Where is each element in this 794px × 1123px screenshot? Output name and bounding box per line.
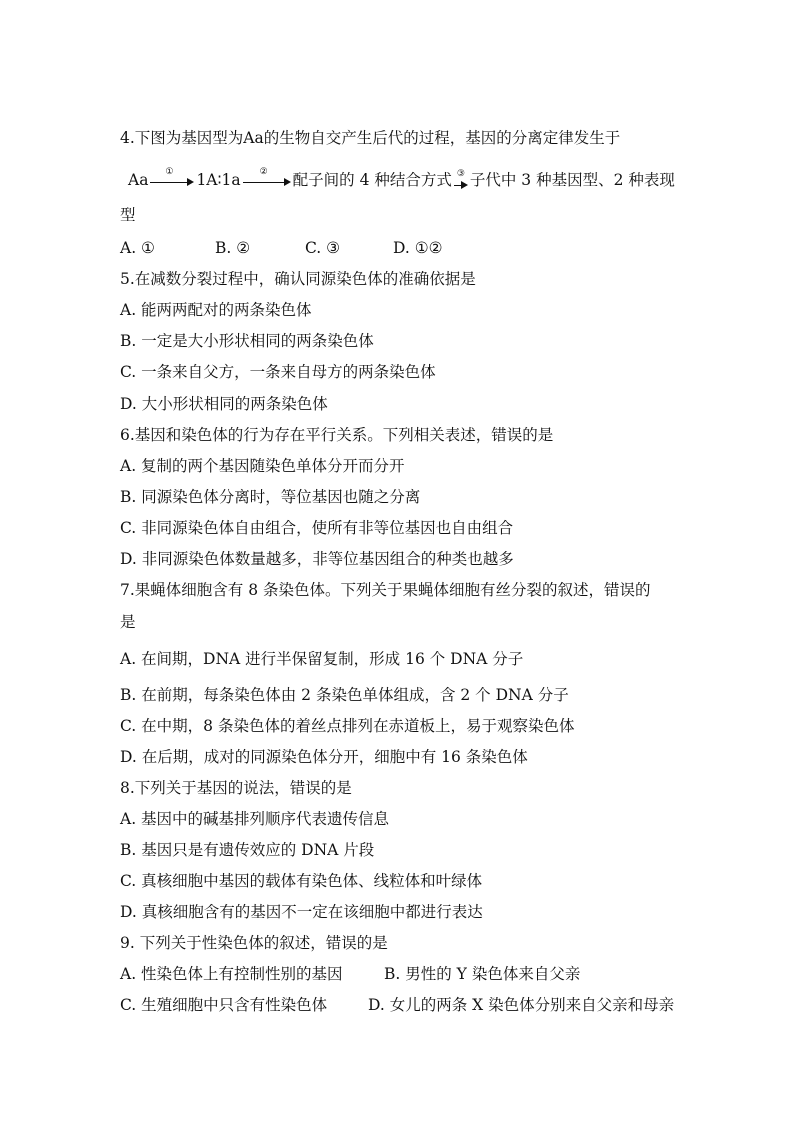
q8-option-b[interactable]: B. 基因只是有遗传效应的 DNA 片段 [120, 841, 375, 859]
q4-arrow-2 [243, 167, 291, 190]
q5-option-b[interactable]: B. 一定是大小形状相同的两条染色体 [120, 332, 374, 350]
q7-stem-continuation: 是 [120, 613, 136, 631]
q6-option-a[interactable]: A. 复制的两个基因随染色单体分开而分开 [120, 457, 405, 475]
q4-diagram-genotype: Aa [128, 171, 149, 189]
q8-stem: 8.下列关于基因的说法，错误的是 [120, 779, 352, 797]
q8-option-d[interactable]: D. 真核细胞含有的基因不一定在该细胞中都进行表达 [120, 903, 483, 921]
q4-diagram-combinations: 配子间的 4 种结合方式 [292, 171, 452, 189]
q8-option-a[interactable]: A. 基因中的碱基排列顺序代表遗传信息 [120, 810, 390, 828]
q4-diagram-gametes: 1A∶1a [196, 171, 241, 189]
q4-diagram-offspring: 子代中 3 种基因型、2 种表现 [469, 171, 675, 189]
q4-diagram-continuation: 型 [120, 206, 136, 224]
q7-option-c[interactable]: C. 在中期，8 条染色体的着丝点排列在赤道板上，易于观察染色体 [120, 717, 575, 735]
q7-option-b[interactable]: B. 在前期，每条染色体由 2 条染色单体组成，含 2 个 DNA 分子 [120, 686, 569, 704]
q9-stem: 9. 下列关于性染色体的叙述，错误的是 [120, 934, 388, 952]
q5-stem: 5.在减数分裂过程中，确认同源染色体的准确依据是 [120, 270, 476, 288]
q4-options [120, 238, 443, 258]
q8-option-c[interactable]: C. 真核细胞中基因的载体有染色体、线粒体和叶绿体 [120, 872, 483, 890]
q4-option-d[interactable]: D. ①② [393, 239, 443, 257]
q7-option-a[interactable]: A. 在间期，DNA 进行半保留复制，形成 16 个 DNA 分子 [120, 650, 524, 668]
q7-option-d[interactable]: D. 在后期，成对的同源染色体分开，细胞中有 16 条染色体 [120, 748, 528, 766]
q6-option-d[interactable]: D. 非同源染色体数量越多，非等位基因组合的种类也越多 [120, 550, 514, 568]
q4-arrow-1 [150, 167, 194, 190]
q5-option-c[interactable]: C. 一条来自父方，一条来自母方的两条染色体 [120, 363, 436, 381]
q9-option-d[interactable]: D. 女儿的两条 X 染色体分别来自父亲和母亲 [368, 996, 675, 1014]
q9-option-c[interactable]: C. 生殖细胞中只含有性染色体 [120, 996, 328, 1014]
q4-option-c[interactable]: C. ③ [305, 239, 341, 257]
q4-arrow-3-label: ③ [456, 169, 465, 179]
q9-options-row-2 [120, 995, 674, 1015]
q6-option-b[interactable]: B. 同源染色体分离时，等位基因也随之分离 [120, 488, 421, 506]
q4-arrow-3 [454, 169, 468, 190]
q4-option-a[interactable]: A. ① [120, 239, 155, 257]
q4-process-diagram [128, 167, 675, 190]
q9-option-a[interactable]: A. 性染色体上有控制性别的基因 [120, 965, 343, 983]
q5-option-a[interactable]: A. 能两两配对的两条染色体 [120, 301, 312, 319]
q4-option-b[interactable]: B. ② [215, 239, 251, 257]
q6-stem: 6.基因和染色体的行为存在平行关系。下列相关表述，错误的是 [120, 426, 554, 444]
q9-option-b[interactable]: B. 男性的 Y 染色体来自父亲 [384, 965, 581, 983]
q4-stem: 4.下图为基因型为Aa的生物自交产生后代的过程，基因的分离定律发生于 [120, 129, 621, 147]
q9-options-row-1 [120, 964, 580, 984]
q5-option-d[interactable]: D. 大小形状相同的两条染色体 [120, 395, 328, 413]
q4-arrow-2-label: ② [259, 167, 268, 177]
q4-arrow-1-label: ① [165, 167, 174, 177]
q6-option-c[interactable]: C. 非同源染色体自由组合，使所有非等位基因也自由组合 [120, 519, 514, 537]
q7-stem: 7.果蝇体细胞含有 8 条染色体。下列关于果蝇体细胞有丝分裂的叙述，错误的 [120, 581, 651, 599]
